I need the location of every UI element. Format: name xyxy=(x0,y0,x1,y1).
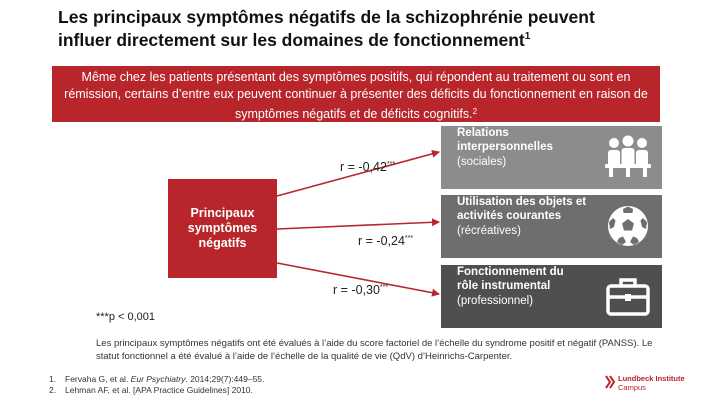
references xyxy=(49,374,264,396)
correlation-professional-value: r = -0,30 xyxy=(333,283,380,297)
domain-recreational-line-1: Utilisation des objets et xyxy=(457,196,587,208)
reference-1-journal: Eur Psychiatry xyxy=(130,374,186,384)
lundbeck-institute-logo xyxy=(604,373,714,399)
title-line-2: influer directement sur les domaines de fonctionnement xyxy=(58,30,525,50)
title-reference: 1 xyxy=(524,31,531,42)
reference-1-authors: Fervaha G, et al. xyxy=(65,374,131,384)
methodology-note: Les principaux symptômes négatifs ont été évalués à l’aide du score factoriel de l’échelle du syndrome positif et négatif (PANSS). Le statut fonctionnel a été évalué à l’aide de l’échelle de la qualité de vie (QdV) d’Heinrichs-Carpenter. xyxy=(96,338,653,362)
arrow-to-social xyxy=(277,152,439,196)
reference-2-number: 2. xyxy=(49,385,57,395)
logo-mark-icon xyxy=(604,375,616,389)
banner-text: Même chez les patients présentant des symptômes positifs, qui répondent au traitement ou sont en rémission, certains d’entre eux peuvent continuer à présenter des déficits du fonctionnement en raison de symptômes négatifs et de déficits cognitifs. xyxy=(64,70,648,121)
negative-symptoms-line-2: symptômes xyxy=(187,221,258,235)
arrow-to-recreational xyxy=(277,222,439,229)
domain-professional-sub: (professionnel) xyxy=(457,295,534,307)
domain-social xyxy=(441,126,662,189)
reference-2-text: Lehman AF, et al. [APA Practice Guidelines] 2010. xyxy=(65,385,253,395)
correlation-social-sig: *** xyxy=(386,161,396,168)
domain-professional-line-2: rôle instrumental xyxy=(457,279,551,292)
soccer-ball-icon xyxy=(602,200,654,252)
correlation-recreational-value: r = -0,24 xyxy=(358,234,405,248)
negative-symptoms-line-3: négatifs xyxy=(198,236,247,250)
logo-line-2: Campus xyxy=(618,383,646,392)
correlation-social-value: r = -0,42 xyxy=(340,160,387,174)
people-group-icon xyxy=(602,131,654,183)
briefcase-icon xyxy=(602,270,654,322)
banner-reference: 2 xyxy=(472,107,478,116)
reference-1 xyxy=(49,374,264,385)
correlation-social xyxy=(340,160,395,174)
domain-recreational xyxy=(441,195,662,258)
reference-1-number: 1. xyxy=(49,374,57,384)
domain-social-line-2: interpersonnelles xyxy=(457,140,553,153)
significance-stars: *** xyxy=(96,311,109,323)
correlation-professional xyxy=(333,283,388,297)
significance-note xyxy=(96,311,155,323)
domain-social-line-1: Relations xyxy=(457,127,509,139)
domain-recreational-sub: (récréatives) xyxy=(457,225,521,237)
reference-1-details: . 2014;29(7):449–55. xyxy=(185,374,265,384)
correlation-recreational xyxy=(358,234,413,248)
domain-professional xyxy=(441,265,662,328)
domain-recreational-line-2: activités courantes xyxy=(457,209,562,222)
negative-symptoms-line-1: Principaux xyxy=(190,206,255,220)
correlation-recreational-sig: *** xyxy=(404,235,414,242)
correlation-professional-sig: *** xyxy=(379,284,389,291)
significance-text: p < 0,001 xyxy=(108,311,156,323)
reference-2 xyxy=(49,385,264,396)
domain-professional-line-1: Fonctionnement du xyxy=(457,266,564,278)
domain-social-sub: (sociales) xyxy=(457,156,507,168)
logo-line-1: Lundbeck Institute xyxy=(618,374,685,383)
title-line-1: Les principaux symptômes négatifs de la schizophrénie peuvent xyxy=(58,7,595,27)
negative-symptoms-box xyxy=(168,179,277,278)
